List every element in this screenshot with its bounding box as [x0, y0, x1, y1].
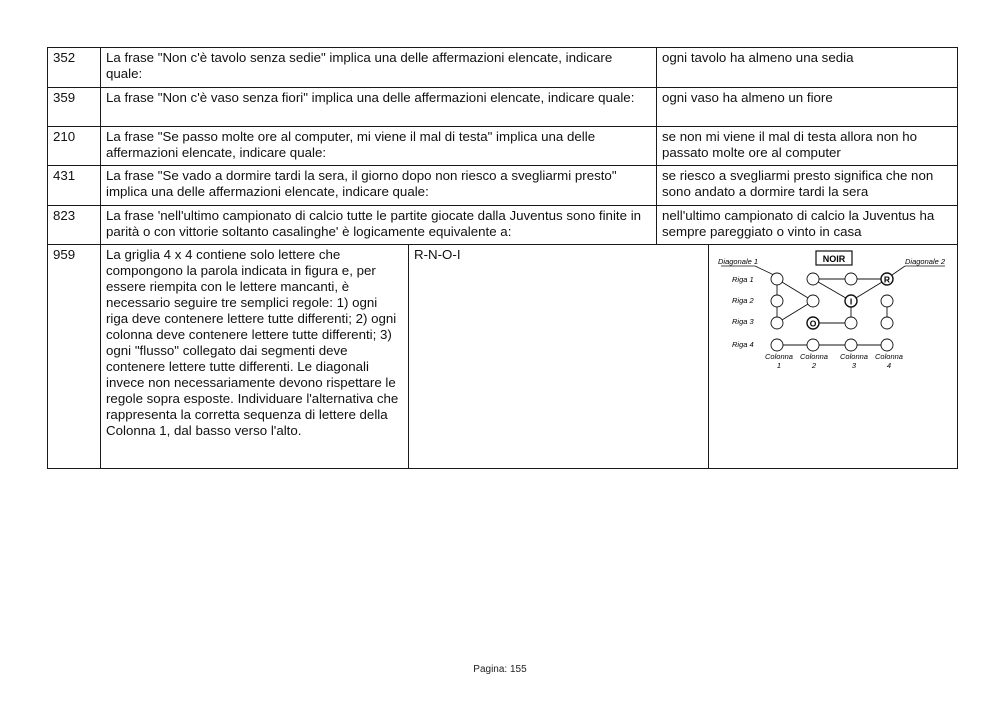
diagonal-2-label: Diagonale 2 — [905, 257, 946, 266]
column-number: 3 — [851, 361, 857, 370]
question-text: La frase "Se passo molte ore al computer, mi viene il mal di testa" implica una delle affermazioni elencate, indicare quale: — [101, 127, 657, 166]
question-id: 823 — [48, 206, 101, 245]
grid-cell — [771, 339, 783, 351]
questions-table — [47, 47, 958, 245]
grid-cell — [807, 273, 819, 285]
grid-cell — [881, 295, 893, 307]
table-row — [48, 88, 958, 127]
answer-text: ogni tavolo ha almeno una sedia — [657, 48, 958, 88]
given-letter: O — [809, 318, 817, 329]
answer-text: se riesco a svegliarmi presto significa che non sono andato a dormire tardi la sera — [657, 166, 958, 206]
grid-cell — [771, 273, 783, 285]
table-row — [48, 245, 958, 469]
grid-cell — [845, 317, 857, 329]
column-label: Colonna — [840, 352, 868, 361]
given-letter: I — [849, 296, 853, 307]
column-number: 2 — [811, 361, 817, 370]
row-label: Riga 4 — [732, 340, 754, 349]
grid-cell — [771, 295, 783, 307]
word-label: NOIR — [822, 254, 846, 264]
answer-text: se non mi viene il mal di testa allora non ho passato molte ore al computer — [657, 127, 958, 166]
column-label: Colonna — [875, 352, 903, 361]
question-text: La frase "Se vado a dormire tardi la sera, il giorno dopo non riesco a svegliarmi presto" implica una delle affermazioni elencate, indicare quale: — [101, 166, 657, 206]
table-row — [48, 206, 958, 245]
answer-text: ogni vaso ha almeno un fiore — [657, 88, 958, 127]
question-id: 959 — [48, 245, 101, 469]
row-label: Riga 1 — [732, 275, 754, 284]
answer-text: nell'ultimo campionato di calcio la Juventus ha sempre pareggiato o vinto in casa — [657, 206, 958, 245]
question-text: La griglia 4 x 4 contiene solo lettere che compongono la parola indicata in figura e, per essere riempita con le lettere mancanti, è necessario seguire tre semplici regole: 1) ogni riga deve contenere lettere tutte differenti; 2) ogni colonna deve contenere lettere tutte differenti; 3) ogni "flusso" collegato dai segmenti deve contenere lettere tutte differenti. Le diagonali invece non necessariamente devono rispettare le regole sopra esposte. Individuare l'alternativa che rappresenta la corretta sequenza di lettere della Colonna 1, dal basso verso l'alto. — [101, 245, 409, 469]
question-id: 352 — [48, 48, 101, 88]
table-row — [48, 166, 958, 206]
grid-edges — [777, 279, 887, 345]
column-number: 4 — [886, 361, 892, 370]
grid-figure-cell — [709, 245, 958, 469]
noir-grid-figure — [709, 247, 957, 377]
column-label: Colonna — [765, 352, 793, 361]
question-id: 359 — [48, 88, 101, 127]
diagonal-2-pointer — [892, 266, 905, 275]
question-text: La frase 'nell'ultimo campionato di calcio tutte le partite giocate dalla Juventus sono finite in parità o con vittorie soltanto casalinghe' è logicamente equivalente a: — [101, 206, 657, 245]
column-label: Colonna — [800, 352, 828, 361]
grid-cell — [771, 317, 783, 329]
question-id: 431 — [48, 166, 101, 206]
grid-cell — [881, 339, 893, 351]
diagonal-1-label: Diagonale 1 — [718, 257, 759, 266]
question-id: 210 — [48, 127, 101, 166]
page-footer: Pagina: 155 — [473, 664, 527, 675]
grid-cell — [845, 273, 857, 285]
column-number: 1 — [776, 361, 782, 370]
question-text: La frase "Non c'è vaso senza fiori" implica una delle affermazioni elencate, indicare quale: — [101, 88, 657, 127]
grid-cell — [845, 339, 857, 351]
grid-question-table — [47, 244, 958, 469]
table-row — [48, 127, 958, 166]
row-label: Riga 3 — [732, 317, 754, 326]
grid-cell — [807, 339, 819, 351]
answer-text: R-N-O-I — [409, 245, 709, 469]
question-text: La frase "Non c'è tavolo senza sedie" implica una delle affermazioni elencate, indicare quale: — [101, 48, 657, 88]
given-letter: R — [883, 274, 891, 285]
grid-cell — [807, 295, 819, 307]
table-row — [48, 48, 958, 88]
row-label: Riga 2 — [732, 296, 754, 305]
grid-cell — [881, 317, 893, 329]
